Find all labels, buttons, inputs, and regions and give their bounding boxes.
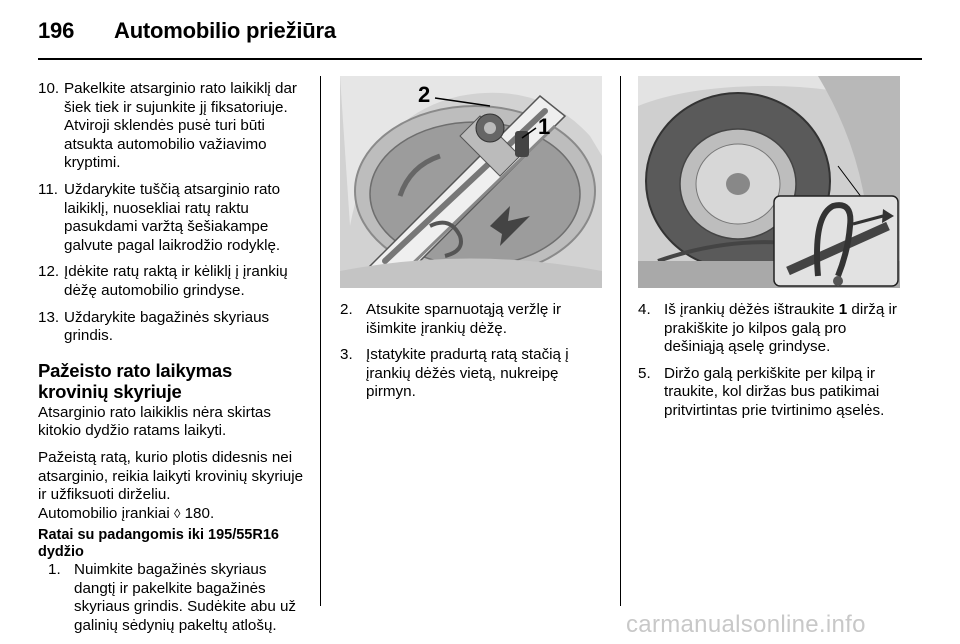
callout-1: 1 (538, 114, 551, 139)
column-divider (620, 76, 621, 606)
header-rule (38, 58, 922, 60)
subheading: Ratai su padangomis iki 195/55R16 dydžio (38, 527, 279, 561)
list-item: 11. Uždarykite tuščią atsarginio rato laikiklį, nuosekliai ratų raktu pasukdami varžtą šešiakampe galvute pagal laikrodžio rodyklę. (38, 180, 281, 254)
wheel-strap-illustration (638, 76, 900, 288)
list-item: 3. Įstatykite pradurtą ratą stačią į įrankių dėžės vietą, nukreipę pirmyn. (340, 346, 569, 401)
figure-strapped-wheel (638, 76, 900, 288)
reference-arrow-icon: ◊ (173, 505, 181, 521)
list-item: 13. Uždarykite bagažinės skyriaus grindis. (38, 308, 270, 345)
list-item: 1. Nuimkite bagažinės skyriaus dangtį ir pakelkite bagažinės skyriaus grindis. Sudėkite abu už galinių sėdynių pakeltų atlošų. (48, 561, 297, 635)
page-header (38, 18, 336, 44)
callout-ref: 1 (838, 301, 848, 318)
list-item: 4. Iš įrankių dėžės ištraukite 1 diržą ir prakiškite jo kilpos galą pro dešiniąją ąselę grindyse. (638, 301, 897, 356)
page-reference[interactable]: 180. (184, 504, 215, 522)
column-2 (340, 301, 590, 410)
column-1 (38, 80, 306, 644)
section-heading: Pažeisto rato laikymas krovinių skyriuje (38, 359, 233, 402)
list-item: 10. Pakelkite atsarginio rato laikiklį dar šiek tiek ir sujunkite jį fiksatoriuje. Atviroji sklendės pusė turi būti atsukta automobilio važiavimo kryptimi. (38, 80, 297, 172)
toolbox-illustration (340, 76, 602, 288)
list-item: 5. Diržo galą perkiškite per kilpą ir traukite, kol diržas bus patikimai pritvirtintas prie tvirtinimo ąselės. (638, 364, 885, 419)
list-item: 2. Atsukite sparnuotąją veržlę ir išimkite įrankių dėžę. (340, 301, 561, 337)
paragraph: Atsarginio rato laikiklis nėra skirtas kitokio dydžio ratams laikyti. (38, 403, 271, 440)
watermark: carmanualsonline.info (626, 611, 866, 638)
paragraph: Pažeistą ratą, kurio plotis didesnis nei atsarginio, reikia laikyti krovinių skyriuje ir užfiksuoti dirželiu. Automobilio įrankiai ◊ 180. (38, 448, 304, 522)
page-number: 196 (38, 18, 75, 43)
figure-toolbox (340, 76, 602, 288)
list-item: 12. Įdėkite ratų raktą ir kėliklį į įrankių dėžę automobilio grindyse. (38, 263, 288, 299)
column-divider (320, 76, 321, 606)
column-3 (638, 301, 908, 429)
callout-2: 2 (418, 82, 431, 107)
page-title: Automobilio priežiūra (114, 18, 336, 43)
